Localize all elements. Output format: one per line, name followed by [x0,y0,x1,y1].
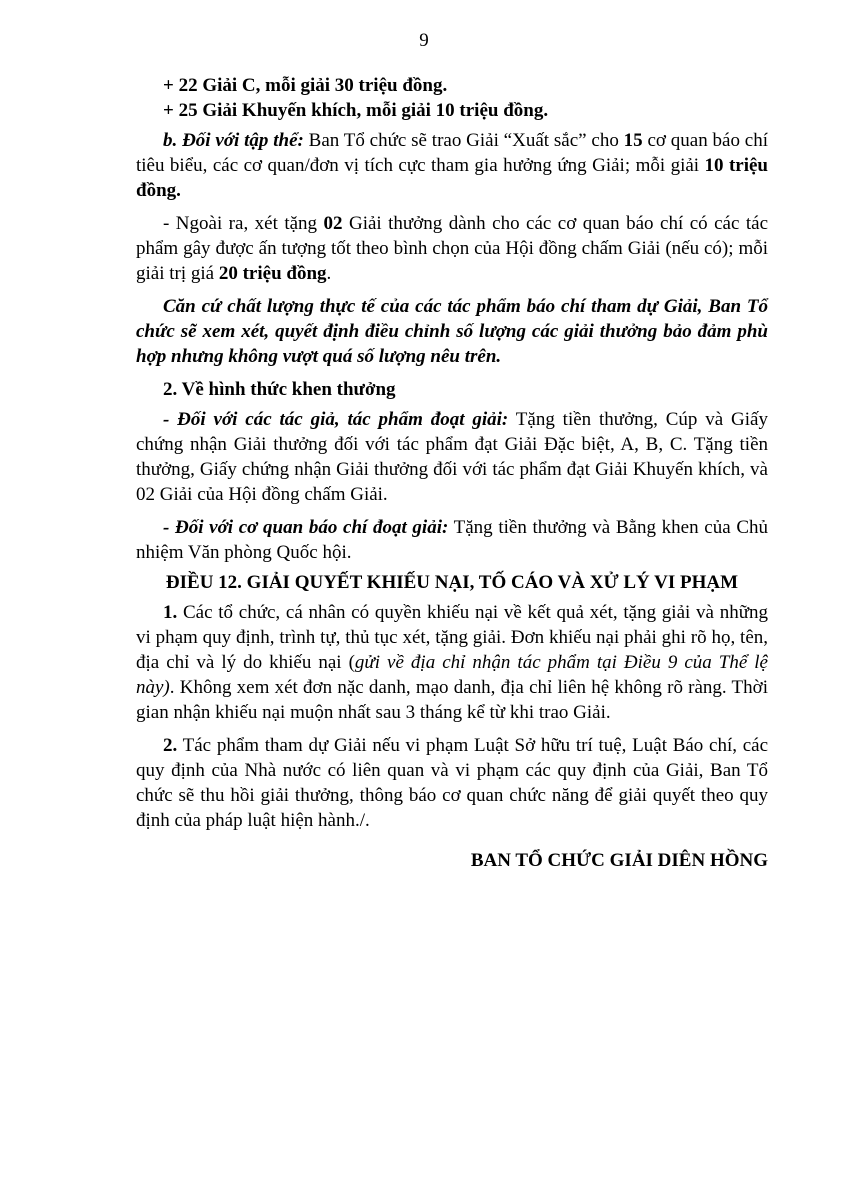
complaint-address-note: gửi về địa chỉ nhận tác phẩm tại Điều 9 của Thể lệ này) [136,652,768,698]
additional-paragraph: - Ngoài ra, xét tặng 02 Giải thưởng dành cho các cơ quan báo chí có các tác phẩm gây được ấn tượng tốt theo bình chọn của Hội đồng chấm Giải (nếu có); mỗi giải trị giá 20 triệu đồng. [136,213,769,284]
additional-amount: 20 triệu đồng [218,263,327,284]
agencies-label: - Đối với cơ quan báo chí đoạt giải: [163,517,449,538]
article-12-paragraph-1: 1. Các tổ chức, cá nhân có quyền khiếu nại về kết quả xét, tặng giải và những vi phạm quy định, trình tự, thủ tục xét, tặng giải. Đơn khiếu nại phải ghi rõ họ, tên, địa chỉ và lý do khiếu nại (gửi về địa chỉ nhận tác phẩm tại Điều 9 của Thể lệ này). Không xem xét đơn nặc danh, mạo danh, địa chỉ liên hệ không rõ ràng. Thời gian nhận khiếu nại muộn nhất sau 3 tháng kể từ khi trao Giải. [136,602,768,723]
authors-label: - Đối với các tác giả, tác phẩm đoạt giải: [163,409,509,430]
reward-form-heading: 2. Về hình thức khen thưởng [163,379,396,400]
article-12-heading: ĐIỀU 12. GIẢI QUYẾT KHIẾU NẠI, TỐ CÁO VÀ XỬ LÝ VI PHẠM [165,572,739,593]
agencies-paragraph: - Đối với cơ quan báo chí đoạt giải: Tặng tiền thưởng và Bằng khen của Chủ nhiệm Văn phòng Quốc hội. [136,517,768,563]
prize-kk-line: + 25 Giải Khuyến khích, mỗi giải 10 triệu đồng. [163,100,549,121]
collective-label: b. Đối với tập thể: [163,130,304,151]
adjustment-note: Căn cứ chất lượng thực tế của các tác phẩm báo chí tham dự Giải, Ban Tổ chức sẽ xem xét, quyết định điều chỉnh số lượng các giải thưởng bảo đảm phù hợp nhưng không vượt quá số lượng nêu trên. [136,296,768,367]
document-body [136,73,768,833]
authors-paragraph: - Đối với các tác giả, tác phẩm đoạt giải: Tặng tiền thưởng, Cúp và Giấy chứng nhận Giải thưởng đối với tác phẩm đạt Giải Đặc biệt, A, B, C. Tặng tiền thưởng, Giấy chứng nhận Giải thưởng đối với tác phẩm đạt Giải Khuyến khích, và 02 Giải của Hội đồng chấm Giải. [136,409,768,505]
collective-paragraph: b. Đối với tập thể: Ban Tổ chức sẽ trao Giải “Xuất sắc” cho 15 cơ quan báo chí tiêu biểu, các cơ quan/đơn vị tích cực tham gia hưởng ứng Giải; mỗi giải 10 triệu đồng. [136,130,769,201]
collective-count: 15 [623,130,643,151]
prize-c-line: + 22 Giải C, mỗi giải 30 triệu đồng. [163,75,448,96]
signature-block: BAN TỔ CHỨC GIẢI DIÊN HỒNG [470,850,768,871]
page-number: 9 [419,30,429,51]
collective-amount: 10 triệu đồng. [136,155,769,201]
article-12-paragraph-2: 2. Tác phẩm tham dự Giải nếu vi phạm Luật Sở hữu trí tuệ, Luật Báo chí, các quy định của Nhà nước có liên quan và vi phạm các quy định của Giải, Ban Tổ chức sẽ thu hồi giải thưởng, thông báo cơ quan chức năng để giải quyết theo quy định của pháp luật hiện hành./. [136,735,768,831]
additional-count: 02 [323,213,343,234]
